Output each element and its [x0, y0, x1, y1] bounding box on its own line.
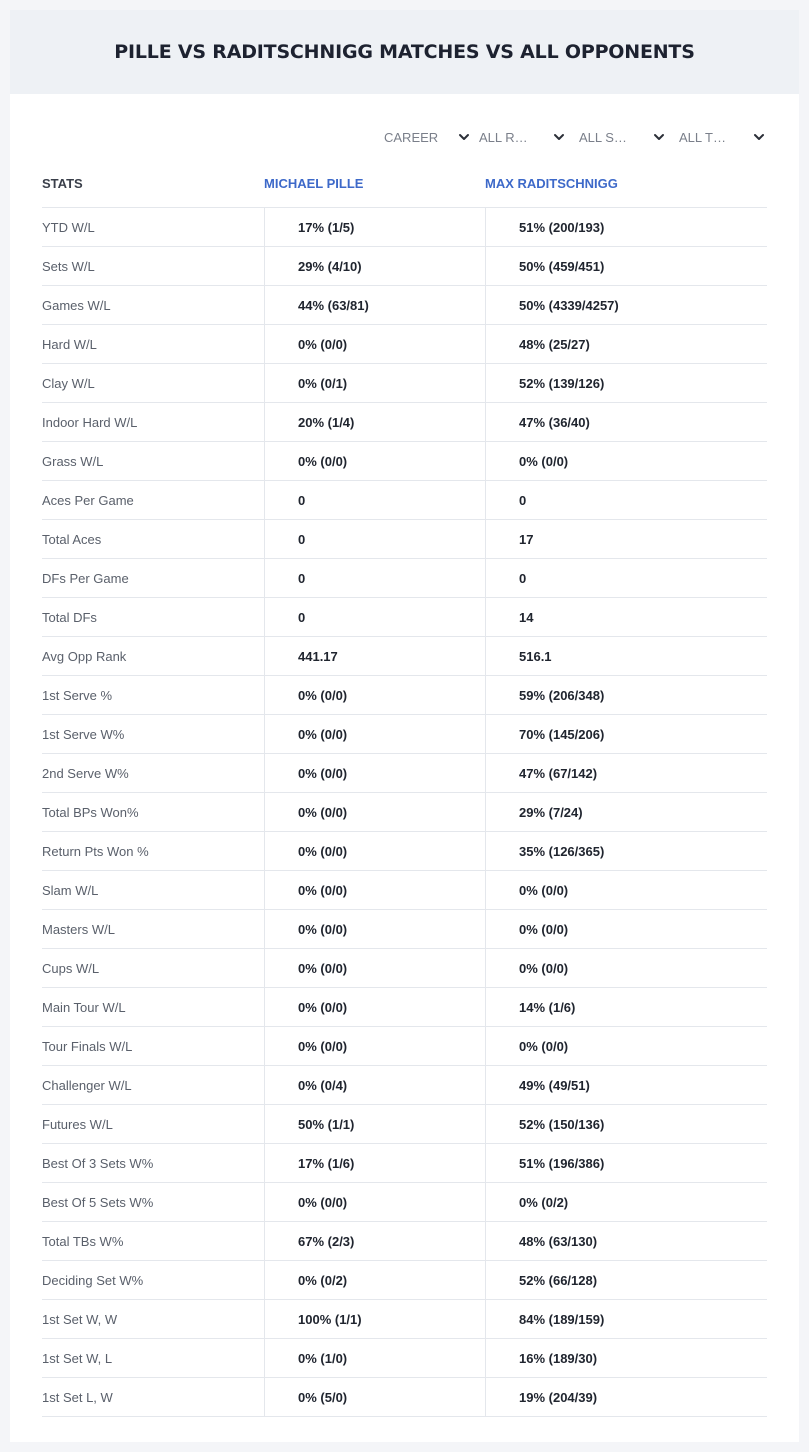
stat-label: Cups W/L: [42, 960, 100, 976]
stat-label: Deciding Set W%: [42, 1272, 144, 1288]
player1-value: 0% (0/0): [264, 1027, 485, 1065]
table-row: [42, 520, 767, 559]
table-row: [42, 1378, 767, 1417]
stats-table: [42, 160, 767, 1417]
period-filter-select[interactable]: [384, 124, 470, 150]
stat-label: Aces Per Game: [42, 492, 134, 508]
player1-value: 17% (1/6): [264, 1144, 485, 1182]
stat-label: Return Pts Won %: [42, 843, 149, 859]
surface-filter-label: ALL S…: [579, 129, 627, 145]
player2-value: 29% (7/24): [485, 793, 767, 831]
stat-label: Best Of 5 Sets W%: [42, 1194, 154, 1210]
table-row: [42, 1183, 767, 1222]
player1-value: 17% (1/5): [264, 208, 485, 246]
stat-label: Masters W/L: [42, 921, 115, 937]
player1-value: 0% (0/0): [264, 988, 485, 1026]
stats-card: [10, 10, 799, 1442]
table-row: [42, 793, 767, 832]
player1-value: 0% (0/0): [264, 325, 485, 363]
round-filter-select[interactable]: [479, 124, 565, 150]
stat-label: Total Aces: [42, 531, 102, 547]
table-row: [42, 1222, 767, 1261]
player1-value: 0% (0/2): [264, 1261, 485, 1299]
player1-value: 67% (2/3): [264, 1222, 485, 1260]
column-header-stats: STATS: [42, 176, 83, 191]
stat-label: 1st Serve %: [42, 687, 113, 703]
stat-label: 1st Set W, W: [42, 1311, 118, 1327]
player1-value: 20% (1/4): [264, 403, 485, 441]
table-row: [42, 1300, 767, 1339]
stat-label: DFs Per Game: [42, 570, 129, 586]
player1-value: 0% (5/0): [264, 1378, 485, 1416]
player1-link[interactable]: MICHAEL PILLE: [264, 176, 364, 191]
table-row: [42, 715, 767, 754]
player2-value: 52% (150/136): [485, 1105, 767, 1143]
player1-value: 0: [264, 481, 485, 519]
player1-value: 29% (4/10): [264, 247, 485, 285]
player2-value: 0: [485, 559, 767, 597]
table-row: [42, 1339, 767, 1378]
player1-value: 0% (0/0): [264, 910, 485, 948]
table-row: [42, 871, 767, 910]
player2-value: 48% (63/130): [485, 1222, 767, 1260]
page-title: PILLE VS RADITSCHNIGG MATCHES VS ALL OPPONENTS: [114, 41, 695, 63]
surface-filter-select[interactable]: [579, 124, 665, 150]
stat-label: Slam W/L: [42, 882, 99, 898]
stat-label: Hard W/L: [42, 336, 97, 352]
player1-value: 0: [264, 520, 485, 558]
player1-value: 0% (0/0): [264, 442, 485, 480]
player2-value: 35% (126/365): [485, 832, 767, 870]
player2-value: 52% (139/126): [485, 364, 767, 402]
player2-value: 0% (0/0): [485, 910, 767, 948]
player2-value: 52% (66/128): [485, 1261, 767, 1299]
player1-value: 0% (0/0): [264, 832, 485, 870]
player2-link[interactable]: MAX RADITSCHNIGG: [485, 176, 618, 191]
player2-value: 0: [485, 481, 767, 519]
player1-value: 0% (0/0): [264, 793, 485, 831]
player2-value: 51% (196/386): [485, 1144, 767, 1182]
player1-value: 44% (63/81): [264, 286, 485, 324]
table-row: [42, 676, 767, 715]
stat-label: Sets W/L: [42, 258, 95, 274]
player2-value: 70% (145/206): [485, 715, 767, 753]
player1-value: 0% (0/0): [264, 1183, 485, 1221]
table-row: [42, 286, 767, 325]
table-row: [42, 949, 767, 988]
player2-value: 0% (0/0): [485, 949, 767, 987]
stat-label: Main Tour W/L: [42, 999, 126, 1015]
player2-value: 0% (0/0): [485, 1027, 767, 1065]
player2-value: 14% (1/6): [485, 988, 767, 1026]
table-row: [42, 403, 767, 442]
chevron-down-icon: [653, 131, 665, 143]
player2-value: 49% (49/51): [485, 1066, 767, 1104]
table-row: [42, 832, 767, 871]
player2-value: 0% (0/2): [485, 1183, 767, 1221]
stat-label: YTD W/L: [42, 219, 95, 235]
period-filter-label: CAREER: [384, 129, 439, 145]
stat-label: 2nd Serve W%: [42, 765, 129, 781]
player1-value: 441.17: [264, 637, 485, 675]
chevron-down-icon: [553, 131, 565, 143]
table-row: [42, 598, 767, 637]
table-row: [42, 754, 767, 793]
stat-label: 1st Serve W%: [42, 726, 125, 742]
player2-value: 16% (189/30): [485, 1339, 767, 1377]
chevron-down-icon: [458, 131, 470, 143]
card-header: [10, 10, 799, 94]
player2-value: 50% (459/451): [485, 247, 767, 285]
player2-value: 59% (206/348): [485, 676, 767, 714]
table-row: [42, 1066, 767, 1105]
table-row: [42, 247, 767, 286]
table-row: [42, 988, 767, 1027]
player1-value: 0% (0/0): [264, 871, 485, 909]
player2-value: 47% (67/142): [485, 754, 767, 792]
table-row: [42, 1261, 767, 1300]
table-row: [42, 559, 767, 598]
stat-label: Best Of 3 Sets W%: [42, 1155, 154, 1171]
player1-value: 100% (1/1): [264, 1300, 485, 1338]
table-row: [42, 1027, 767, 1066]
table-row: [42, 1144, 767, 1183]
filter-bar: [10, 124, 799, 150]
player1-value: 0% (0/0): [264, 715, 485, 753]
player2-value: 48% (25/27): [485, 325, 767, 363]
player1-value: 0: [264, 559, 485, 597]
table-body: [42, 208, 767, 1417]
player2-value: 47% (36/40): [485, 403, 767, 441]
player2-value: 0% (0/0): [485, 871, 767, 909]
stat-label: Clay W/L: [42, 375, 95, 391]
tournament-filter-label: ALL T…: [679, 129, 726, 145]
table-row: [42, 442, 767, 481]
stat-label: Futures W/L: [42, 1116, 113, 1132]
stat-label: Total DFs: [42, 609, 97, 625]
player2-value: 0% (0/0): [485, 442, 767, 480]
player1-value: 0: [264, 598, 485, 636]
player2-value: 50% (4339/4257): [485, 286, 767, 324]
stat-label: Tour Finals W/L: [42, 1038, 133, 1054]
table-row: [42, 208, 767, 247]
table-row: [42, 481, 767, 520]
table-row: [42, 637, 767, 676]
player1-value: 0% (1/0): [264, 1339, 485, 1377]
stat-label: Games W/L: [42, 297, 111, 313]
player1-value: 0% (0/0): [264, 949, 485, 987]
player2-value: 516.1: [485, 637, 767, 675]
stat-label: Total BPs Won%: [42, 804, 139, 820]
table-row: [42, 325, 767, 364]
player2-value: 17: [485, 520, 767, 558]
player2-value: 84% (189/159): [485, 1300, 767, 1338]
stat-label: 1st Set L, W: [42, 1389, 113, 1405]
stat-label: Challenger W/L: [42, 1077, 132, 1093]
table-row: [42, 1105, 767, 1144]
stat-label: Total TBs W%: [42, 1233, 124, 1249]
player1-value: 50% (1/1): [264, 1105, 485, 1143]
player1-value: 0% (0/1): [264, 364, 485, 402]
player1-value: 0% (0/0): [264, 754, 485, 792]
player2-value: 14: [485, 598, 767, 636]
stat-label: 1st Set W, L: [42, 1350, 113, 1366]
stat-label: Indoor Hard W/L: [42, 414, 138, 430]
table-header: [42, 160, 767, 208]
stat-label: Grass W/L: [42, 453, 104, 469]
player1-value: 0% (0/0): [264, 676, 485, 714]
round-filter-label: ALL R…: [479, 129, 528, 145]
tournament-filter-select[interactable]: [679, 124, 765, 150]
player2-value: 19% (204/39): [485, 1378, 767, 1416]
player2-value: 51% (200/193): [485, 208, 767, 246]
table-row: [42, 910, 767, 949]
table-row: [42, 364, 767, 403]
stat-label: Avg Opp Rank: [42, 648, 127, 664]
player1-value: 0% (0/4): [264, 1066, 485, 1104]
chevron-down-icon: [753, 131, 765, 143]
